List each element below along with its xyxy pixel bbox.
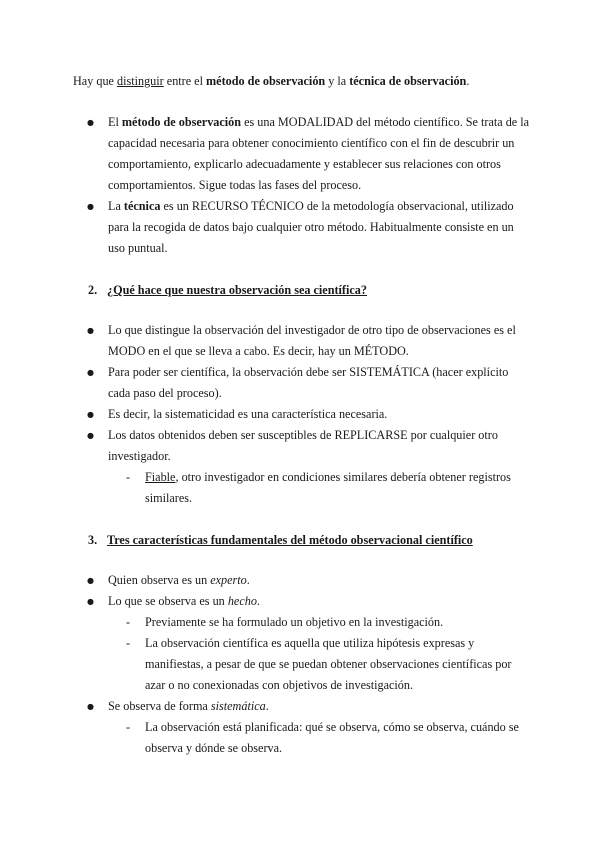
item-text: Quien observa es un <box>108 573 211 587</box>
sub-list <box>108 612 532 696</box>
section3-list <box>0 570 600 759</box>
list-item <box>0 591 600 696</box>
list-item <box>0 570 600 591</box>
item-emphasis: experto <box>210 573 247 587</box>
list-item <box>0 696 600 759</box>
item-text: . <box>265 699 269 713</box>
item-text: . <box>256 594 260 608</box>
section2-list <box>0 320 600 509</box>
sub-list-item: - Previamente se ha formulado un objetivo en la investigación. <box>108 612 532 633</box>
sub-list-item: - La observación científica es aquella que utiliza hipótesis expresas y manifiestas, a pesar de que se puedan obtener observaciones científicas por azar o no conexionadas con objetivos de investigación. <box>108 633 532 696</box>
item-text: , otro investigador en condiciones similares debería obtener registros similares. <box>145 470 511 505</box>
item-text: El <box>108 115 122 129</box>
section-number: 2. <box>88 283 98 297</box>
section-title: ¿Qué hace que nuestra observación sea científica? <box>107 283 367 297</box>
list-item: ● Lo que distingue la observación del investigador de otro tipo de observaciones es el MODO en el que se lleva a cabo. Es decir, hay un MÉTODO. <box>0 320 600 362</box>
definitions-list <box>0 112 600 259</box>
intro-tecnica-term: técnica de observación <box>349 74 467 88</box>
item-emphasis: hecho <box>227 594 257 608</box>
sub-list-item <box>108 467 532 509</box>
sub-list-item: - La observación está planificada: qué se observa, cómo se observa, cuándo se observa y dónde se observa. <box>108 717 532 759</box>
intro-text: . <box>466 74 470 88</box>
intro-paragraph <box>73 72 533 90</box>
item-term: método de observación <box>121 115 242 129</box>
section-heading <box>88 531 548 549</box>
list-item <box>0 196 600 259</box>
intro-text: entre el <box>163 74 207 88</box>
section-number: 3. <box>88 533 98 547</box>
item-text: Se observa de forma <box>108 699 211 713</box>
list-item: ● Para poder ser científica, la observación debe ser SISTEMÁTICA (hacer explícito cada paso del proceso). <box>0 362 600 404</box>
intro-metodo-term: método de observación <box>206 74 326 88</box>
item-text: . <box>246 573 250 587</box>
intro-distinguir: distinguir <box>117 74 164 88</box>
section-heading <box>88 281 548 299</box>
sub-list <box>108 467 532 509</box>
item-text: La <box>108 199 124 213</box>
item-text: Lo que se observa es un <box>108 594 228 608</box>
item-text: es un RECURSO TÉCNICO de la metodología observacional, utilizado para la recogida de datos bajo cualquier otro método. Habitualmente consiste en un uso puntual. <box>108 199 514 255</box>
fiable-term: Fiable <box>145 470 176 484</box>
item-emphasis: sistemática <box>210 699 266 713</box>
item-text: es una MODALIDAD del método científico. Se trata de la capacidad necesaria para obtener conocimiento científico con el fin de descubrir un comportamiento, explicarlo adecuadamente y establecer sus relaciones con otros comportamientos. Sigue todas las fases del proceso. <box>108 115 530 192</box>
section-title: Tres características fundamentales del método observacional científico <box>107 533 473 547</box>
intro-text: y la <box>325 74 350 88</box>
list-item: ● Es decir, la sistematicidad es una característica necesaria. <box>0 404 600 425</box>
sub-list <box>108 717 532 759</box>
list-item <box>0 112 600 196</box>
list-item <box>0 425 600 509</box>
intro-text: Hay que <box>73 74 117 88</box>
item-text: Los datos obtenidos deben ser susceptibles de REPLICARSE por cualquier otro investigador. <box>108 428 498 463</box>
item-term: técnica <box>123 199 161 213</box>
